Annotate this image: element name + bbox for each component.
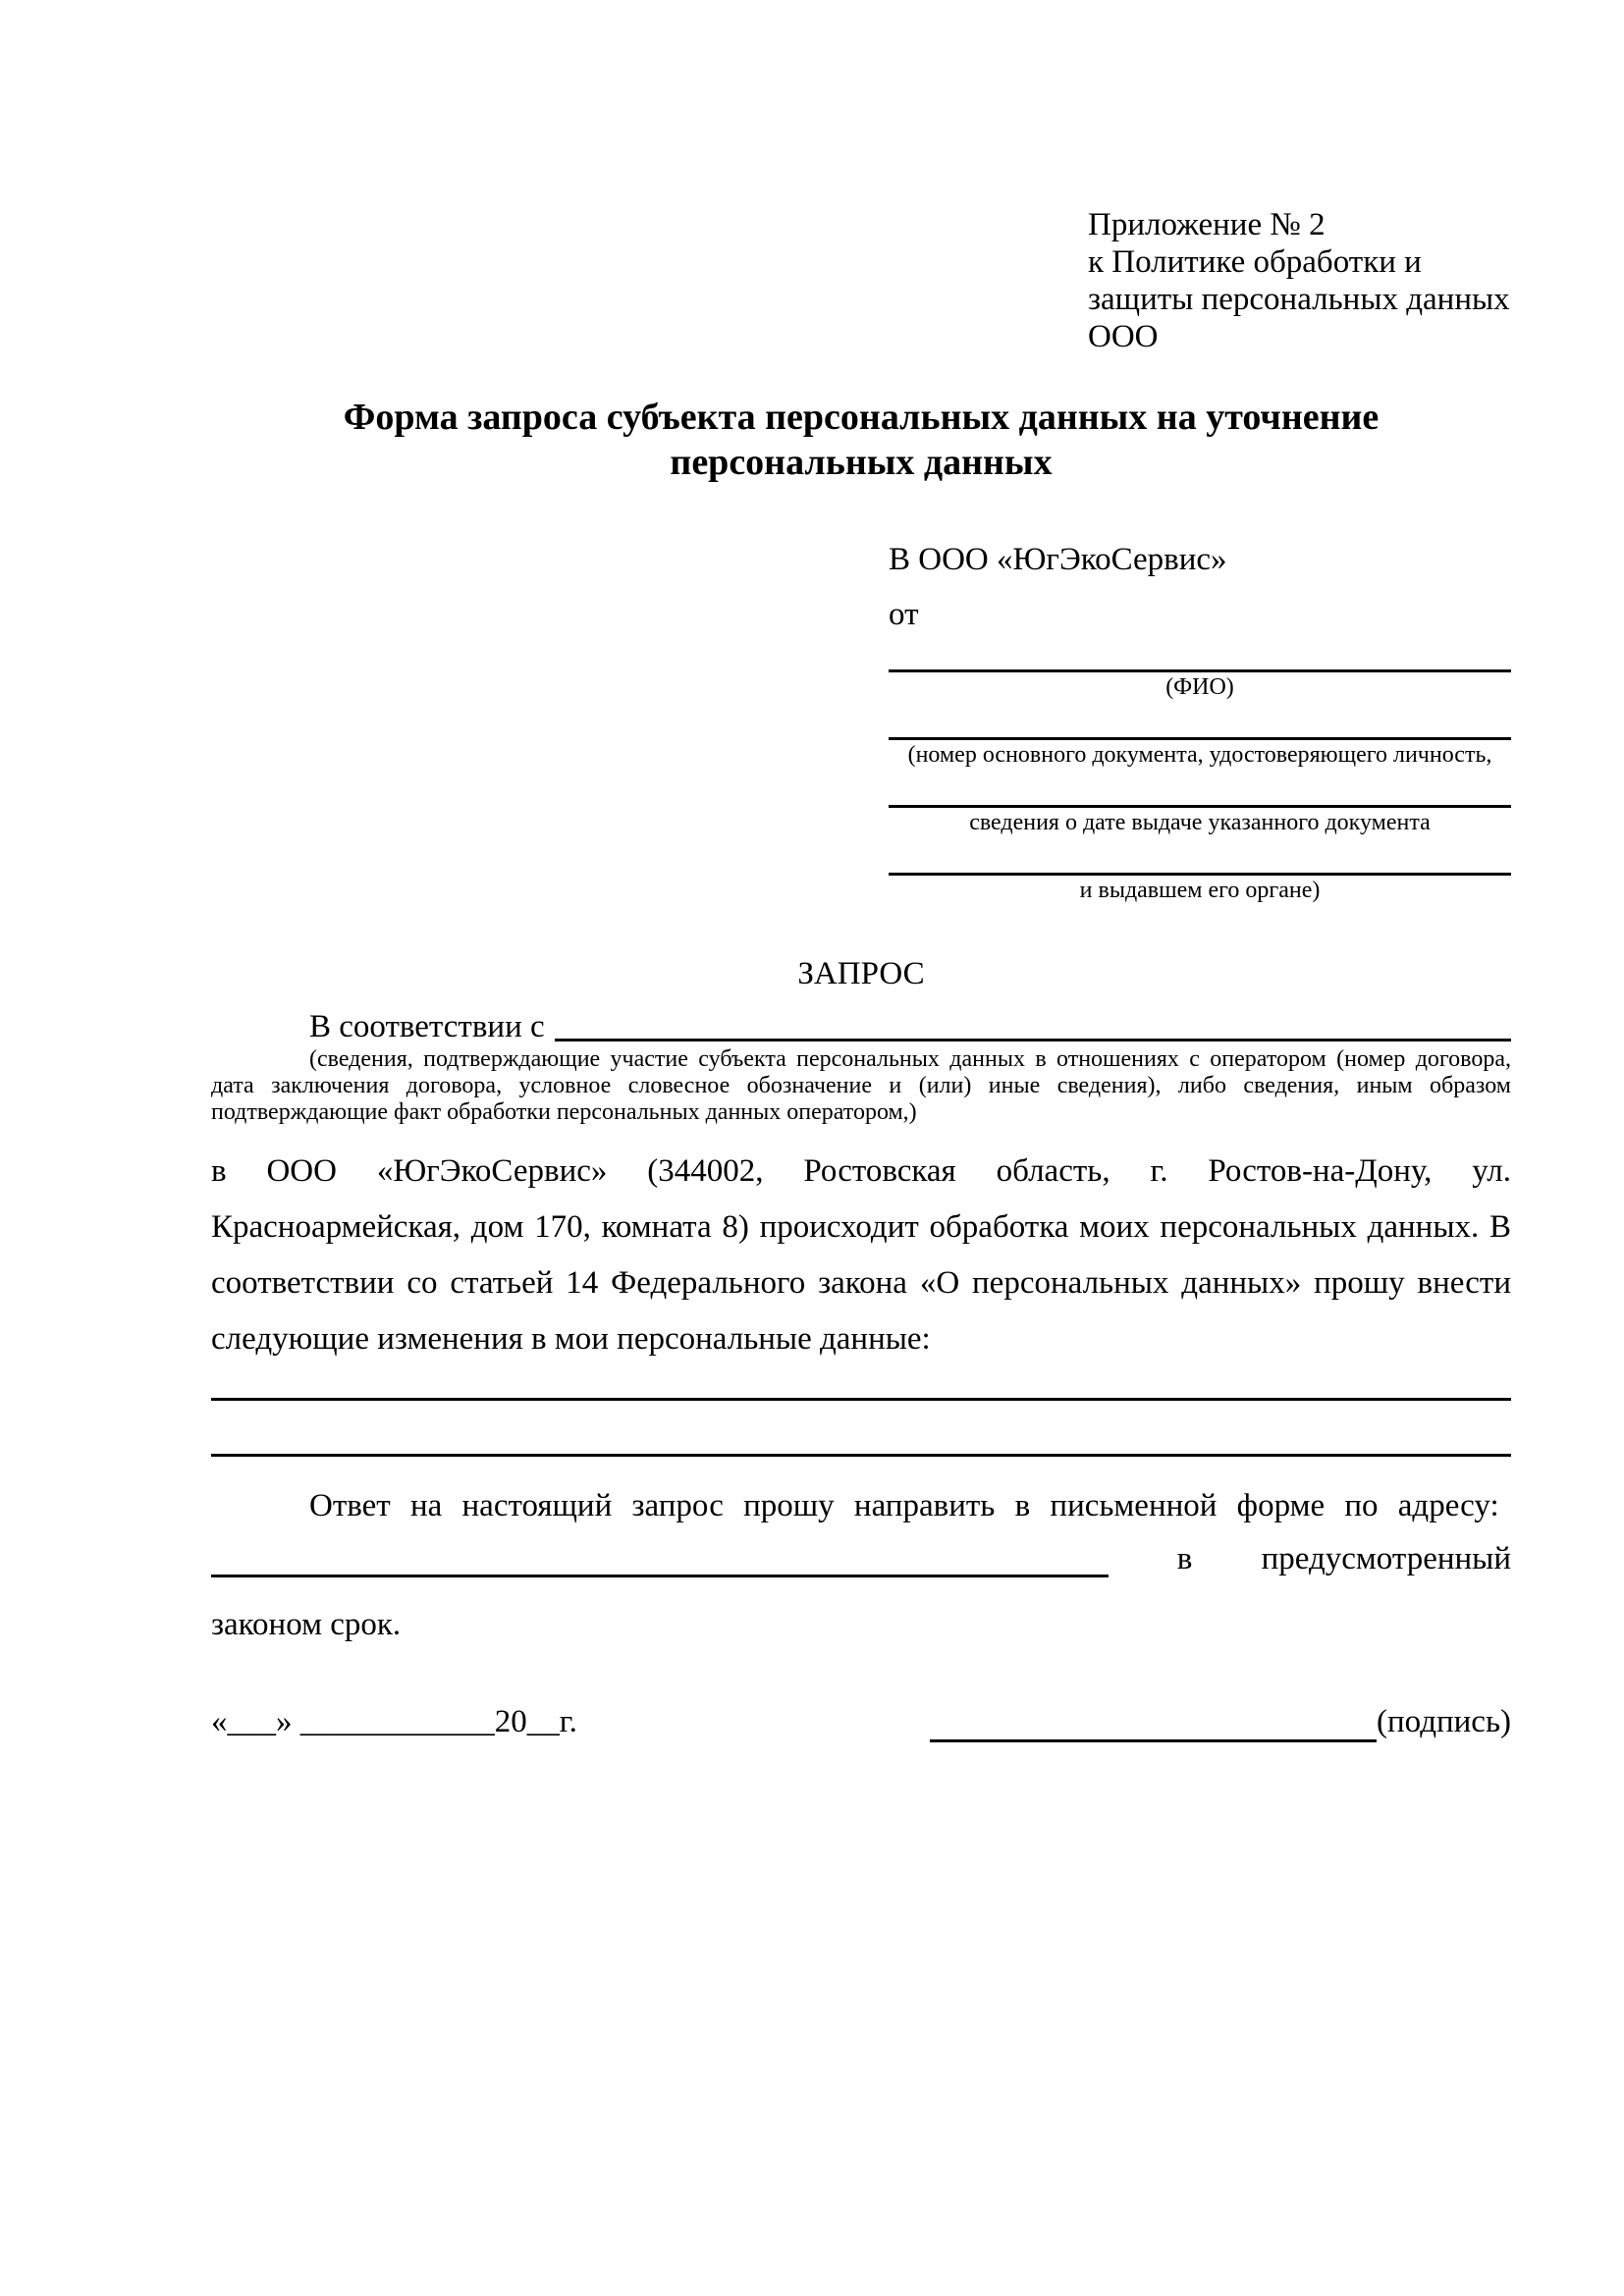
appendix-header-line: ООО	[1088, 319, 1159, 354]
issue-date-caption: сведения о дате выдаче указанного документа	[969, 810, 1431, 835]
appendix-header-line: к Политике обработки и	[1088, 244, 1422, 280]
signature-group	[930, 1694, 1511, 1750]
appendix-header	[1088, 206, 1511, 355]
request-heading: ЗАПРОС	[797, 956, 925, 991]
document-number-caption: (номер основного документа, удостоверяющего личность,	[907, 742, 1492, 768]
addressee-block	[889, 540, 1511, 905]
request-body-paragraph: в ООО «ЮгЭкоСервис» (344002, Ростовская область, г. Ростов-на-Дону, ул. Красноармейская, дом 170, комната 8) происходит обработка моих персональных данных. В соответствии со статьей 14 Федерального закона «О персональных данных» прошу внести следующие изменения в мои персональные данные:	[211, 1153, 1511, 1357]
signature-blank-line	[930, 1739, 1377, 1742]
issuing-authority-caption: и выдавшем его органе)	[1079, 878, 1321, 903]
reply-address-row	[211, 1534, 1511, 1583]
fio-caption: (ФИО)	[1165, 674, 1234, 700]
basis-row	[211, 1007, 1511, 1046]
fio-field	[889, 634, 1511, 702]
address-blank-line	[211, 1575, 1109, 1577]
basis-label: В соответствии с	[309, 1009, 545, 1044]
changes-blank-line-1	[211, 1367, 1511, 1401]
addressee-from-label: от	[889, 597, 919, 632]
issuing-authority-field	[889, 837, 1511, 905]
reply-request-sentence: Ответ на настоящий запрос прошу направить в письменной форме по адресу:	[309, 1488, 1499, 1523]
reply-word: в	[1176, 1541, 1193, 1576]
issue-date-blank-line	[889, 770, 1511, 808]
date-signature-row	[211, 1694, 1511, 1750]
reply-end-sentence: законом срок.	[211, 1607, 402, 1642]
signature-caption: (подпись)	[1377, 1704, 1511, 1739]
changes-blank-line-2	[211, 1401, 1511, 1457]
addressee-organization: В ООО «ЮгЭкоСервис»	[889, 542, 1227, 577]
document-title: Форма запроса субъекта персональных данных на уточнение персональных данных	[343, 397, 1380, 483]
issuing-authority-blank-line	[889, 837, 1511, 876]
document-number-blank-line	[889, 702, 1511, 740]
fio-blank-line	[889, 634, 1511, 672]
date-blank: «___» ____________20__г.	[211, 1704, 577, 1739]
appendix-header-line: Приложение № 2	[1088, 207, 1326, 242]
document-number-field	[889, 702, 1511, 770]
basis-footnote: (сведения, подтверждающие участие субъекта персональных данных в отношениях с оператором (номер договора, дата заключения договора, условное словесное обозначение и (или) иные сведения), либо сведения, иным образом подтверждающие факт обработки персональных данных оператором,)	[211, 1046, 1511, 1125]
basis-blank-line	[555, 1039, 1511, 1041]
reply-word: предусмотренный	[1261, 1541, 1511, 1576]
issue-date-field	[889, 770, 1511, 837]
appendix-header-line: защиты персональных данных	[1088, 282, 1510, 317]
